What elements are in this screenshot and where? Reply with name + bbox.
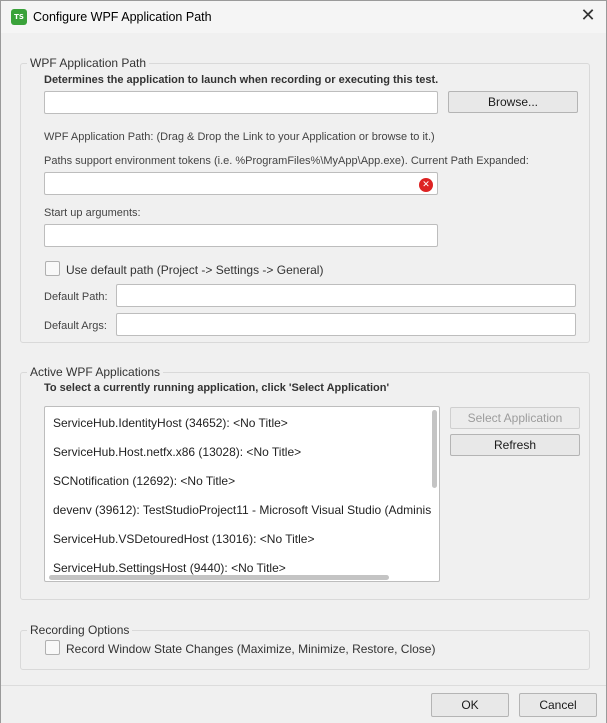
startup-args-input[interactable] [44, 224, 438, 247]
use-default-path-checkbox[interactable] [45, 261, 60, 276]
title-bar [1, 1, 606, 33]
drag-drop-hint: WPF Application Path: (Drag & Drop the Link to your Application or browse to it.) [44, 131, 435, 143]
ok-button[interactable]: OK [431, 693, 509, 717]
default-path-label: Default Path: [44, 291, 108, 303]
default-args-input[interactable] [116, 313, 576, 336]
horizontal-scrollbar[interactable] [49, 575, 389, 580]
list-item[interactable]: SCNotification (12692): <No Title> [53, 474, 236, 488]
list-item[interactable]: ServiceHub.IdentityHost (34652): <No Title> [53, 416, 288, 430]
cancel-button[interactable]: Cancel [519, 693, 597, 717]
env-token-hint: Paths support environment tokens (i.e. %ProgramFiles%\MyApp\App.exe). Current Path Expanded: [44, 155, 529, 167]
default-args-label: Default Args: [44, 320, 107, 332]
record-window-state-label: Record Window State Changes (Maximize, Minimize, Restore, Close) [66, 642, 436, 656]
active-apps-list[interactable] [44, 406, 440, 582]
dialog-footer [1, 685, 606, 723]
list-item[interactable]: ServiceHub.SettingsHost (9440): <No Title> [53, 561, 286, 575]
app-path-description: Determines the application to launch when recording or executing this test. [44, 74, 439, 86]
dialog-title: Configure WPF Application Path [33, 10, 212, 24]
record-window-state-checkbox[interactable] [45, 640, 60, 655]
list-item[interactable]: devenv (39612): TestStudioProject11 - Microsoft Visual Studio (Adminis [53, 503, 432, 517]
active-apps-group-title: Active WPF Applications [27, 365, 163, 379]
list-item[interactable]: ServiceHub.VSDetouredHost (13016): <No Title> [53, 532, 315, 546]
default-path-input[interactable] [116, 284, 576, 307]
use-default-path-label: Use default path (Project -> Settings -> General) [66, 263, 324, 277]
browse-button[interactable]: Browse... [448, 91, 578, 113]
close-icon[interactable]: ✕ [580, 5, 596, 26]
app-path-input[interactable] [44, 91, 438, 114]
app-path-group-title: WPF Application Path [27, 56, 149, 70]
recording-options-group-title: Recording Options [27, 623, 132, 637]
list-item[interactable]: ServiceHub.Host.netfx.x86 (13028): <No Title> [53, 445, 302, 459]
expanded-path-input[interactable] [44, 172, 438, 195]
startup-args-label: Start up arguments: [44, 207, 141, 219]
select-application-button[interactable]: Select Application [450, 407, 580, 429]
vertical-scrollbar[interactable] [432, 410, 437, 488]
app-logo-icon: TS [11, 9, 27, 25]
clear-icon[interactable]: ✕ [419, 178, 433, 192]
select-app-instruction: To select a currently running application, click 'Select Application' [44, 382, 390, 394]
refresh-button[interactable]: Refresh [450, 434, 580, 456]
